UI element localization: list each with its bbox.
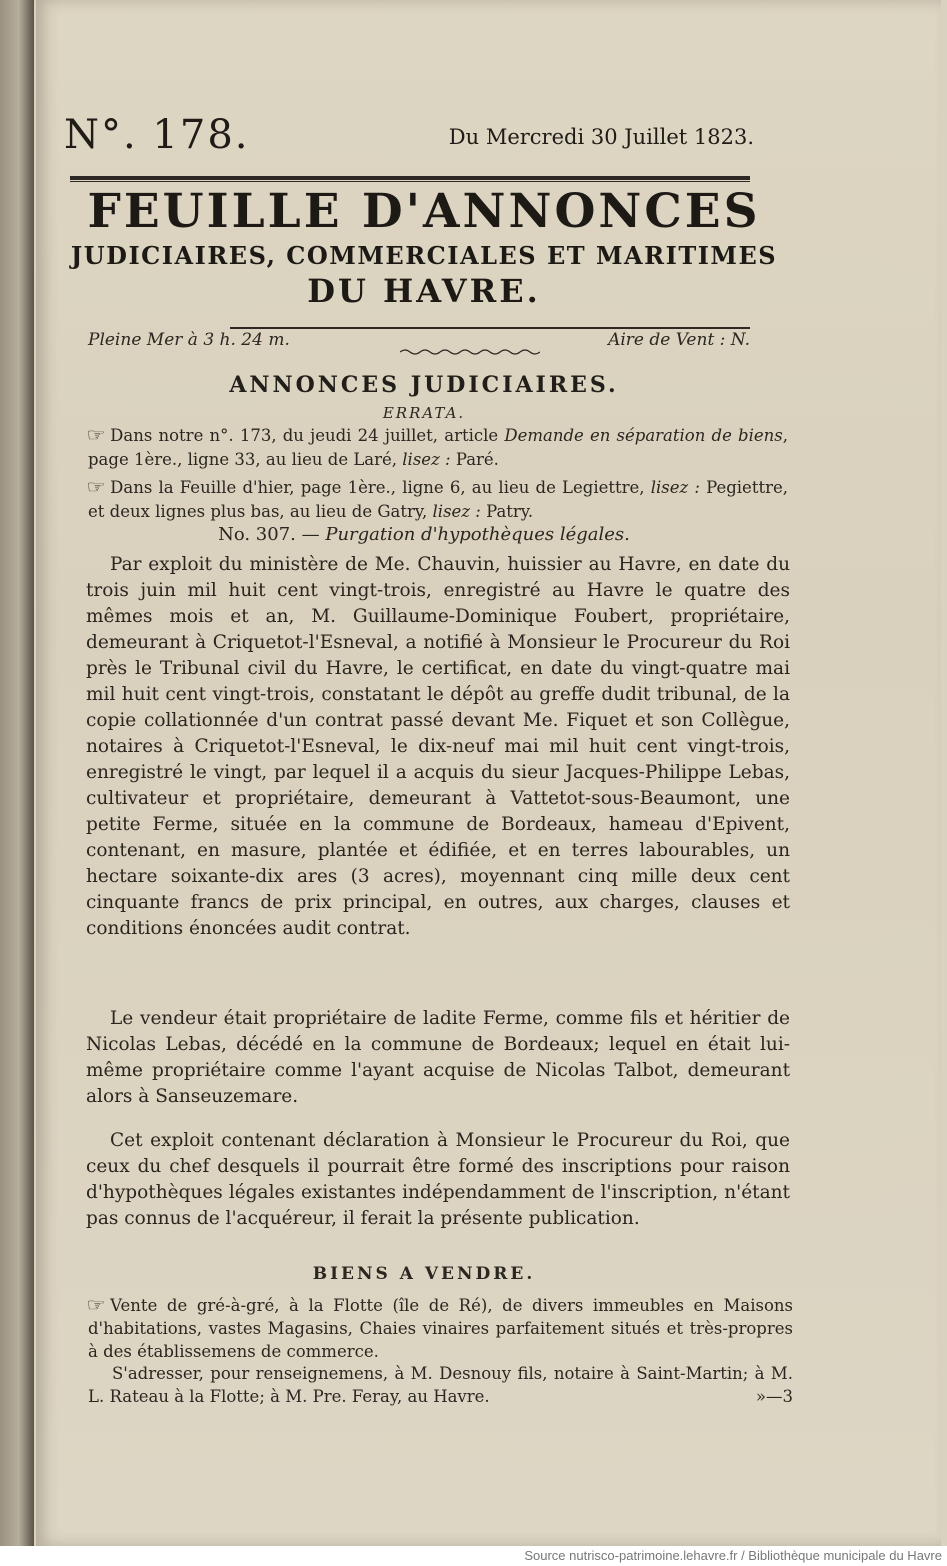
notice-paragraph-1-text: Par exploit du ministère de Me. Chauvin, huissier au Havre, en date du trois juin mil huit cent vingt-trois, enregistré au Havre le quatre des mêmes mois et an, M. Guillaume-Dominique Foubert, propriétaire, demeurant à Criquetot-l'Esneval, a notifié à Monsieur le Procureur du Roi près le Tribunal civil du Havre, le certificat, en date du vingt-quatre mai mil huit cent vingt-trois, constatant le dépôt au greffe dudit tribunal, de la copie collationnée d'un contrat passé devant Me. Fiquet et son Collègue, notaires à Criquetot-l'Esneval, le dix-neuf mai mil huit cent vingt-trois, enregistré le vingt, par lequel il a acquis du sieur Jacques-Philippe Lebas, cultivateur et propriétaire, demeurant à Vattetot-sous-Beaumont, une petite Ferme, située en la commune de Bordeaux, hameau d'Epivent, contenant, en masure, plantée et édifiée, et en terres labourables, un hectare soixante-dix ares (3 acres), moyennant cinq mille deux cent cinquante francs de prix principal, en outres, aux charges, clauses et conditions énoncées audit contrat. [86,554,790,939]
pointing-hand-icon: ☞ [86,477,106,498]
errata-1-italic: Demande en séparation de biens [504,426,783,445]
errata-item-2 [88,476,788,524]
errata-2-lisez: lisez : [650,478,700,497]
pointing-hand-icon: ☞ [86,1295,106,1316]
biens-paragraph-2 [88,1362,793,1408]
section-title-biens: BIENS A VENDRE. [312,1264,536,1284]
errata-1-lisez: lisez : [402,450,451,469]
biens-paragraph-2-text [88,1362,793,1408]
wavy-divider [400,348,540,356]
errata-title: ERRATA. [382,404,466,422]
errata-1-rest: , page 1ère., ligne 33, au lieu de Laré, [88,426,789,469]
top-rule-thin [70,181,750,182]
biens-contact: S'adresser, pour renseignemens, à M. Desnouy fils, notaire à Saint-Martin; à M. L. Rateau à la Flotte; à M. Pre. Feray, au Havre. [88,1364,793,1406]
errata-item-1 [88,424,788,472]
masthead [64,186,784,310]
errata-1-text: Dans notre n°. 173, du jeudi 24 juillet, article [110,426,499,445]
masthead-city: DU HAVRE. [307,272,541,310]
notice-title: Purgation d'hypothèques légales. [325,524,630,545]
masthead-subtitle: JUDICIAIRES, COMMERCIALES ET MARITIMES [70,241,778,270]
errata-2-end: Patry. [486,502,534,521]
masthead-title: FEUILLE D'ANNONCES [87,184,761,239]
errata-2-lisez2: lisez : [432,502,481,521]
section-title-judiciaires: ANNONCES JUDICIAIRES. [229,372,619,398]
notice-paragraph-2 [86,1006,790,1110]
pointing-hand-icon: ☞ [86,425,106,446]
notice-number: No. 307. — [218,524,320,545]
biens-paragraph-1 [88,1294,793,1363]
biens-reference: »—3 [755,1387,793,1406]
source-credit: Source nutrisco-patrimoine.lehavre.fr / Bibliothèque municipale du Havre [0,1546,942,1566]
notice-paragraph-3-text: Cet exploit contenant déclaration à Monsieur le Procureur du Roi, que ceux du chef desquels il pourrait être formé des inscriptions pour raison d'hypothèques légales existantes indépendamment de l'inscription, n'étant pas connus de l'acquéreur, il ferait la présente publication. [86,1130,790,1229]
previous-page-edge [0,0,34,1546]
errata-1-end: Paré. [455,450,499,469]
errata-2-mid: Pegiettre, et deux lignes plus bas, au lieu de Gatry, [88,478,788,521]
masthead-rule [230,327,750,329]
issue-date: Du Mercredi 30 Juillet 1823. [448,125,754,149]
notice-paragraph-3 [86,1128,790,1232]
biens-paragraph-1-text: Vente de gré-à-gré, à la Flotte (île de Ré), de divers immeubles en Maisons d'habitations, vastes Magasins, Chaies vinaires parfaitement situés et très-propres à des établissemens de commerce. [88,1296,793,1361]
errata-2-text: Dans la Feuille d'hier, page 1ère., ligne 6, au lieu de Legiettre, [110,478,645,497]
top-rule [70,176,750,180]
high-tide: Pleine Mer à 3 h. 24 m. [88,330,290,350]
issue-header [64,112,754,162]
notice-paragraph-1 [86,552,790,942]
issue-number: N°. 178. [64,112,250,158]
notice-paragraph-2-text: Le vendeur était propriétaire de ladite Ferme, comme fils et héritier de Nicolas Lebas, décédé en la commune de Bordeaux; lequel en était lui-même propriétaire comme l'ayant acquise de Nicolas Talbot, demeurant alors à Sanseuzemare. [86,1008,790,1107]
wind-direction: Aire de Vent : N. [608,330,750,350]
notice-heading [64,524,784,545]
